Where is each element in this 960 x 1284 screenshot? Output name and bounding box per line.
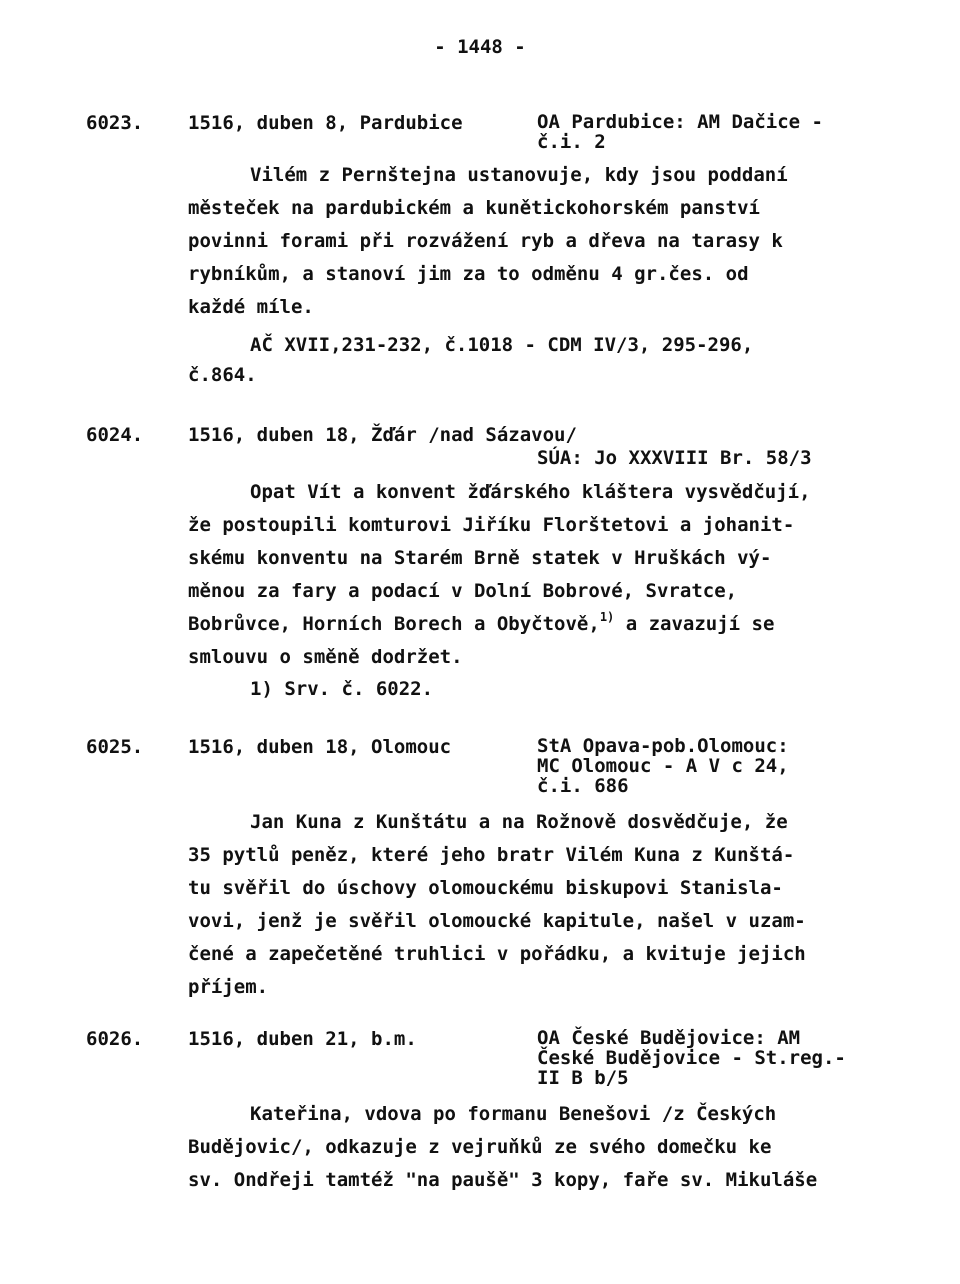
regest-line: vovi, jenž je svěřil olomoucké kapitule, našel v uzam- [188, 910, 806, 932]
regest-line: Kateřina, vdova po formanu Benešovi /z Českých [250, 1103, 777, 1125]
entry-date: 1516, duben 21, b.m. [188, 1028, 417, 1050]
regest-text [188, 476, 888, 674]
regest-line: sv. Ondřeji tamtéž "na paušě" 3 kopy, faře sv. Mikuláše [188, 1169, 818, 1191]
archive-reference [537, 736, 789, 796]
entry-date: 1516, duben 8, Pardubice [188, 112, 463, 134]
regest-line: Budějovic/, odkazuje z vejruňků ze svého domečku ke [188, 1136, 772, 1158]
regest-line: skému konventu na Starém Brně statek v Hruškách vý- [188, 547, 772, 569]
archive-line: České Budějovice - St.reg.- [537, 1047, 846, 1069]
regest-text-part: a zavazují se [614, 613, 775, 635]
entry-number: 6024. [86, 424, 144, 446]
regest-line: každé míle. [188, 296, 314, 318]
archive-line: StA Opava-pob.Olomouc: [537, 735, 789, 757]
literature-line: AČ XVII,231-232, č.1018 - CDM IV/3, 295-296, [250, 334, 754, 356]
regest-line: rybníkům, a stanoví jim za to odměnu 4 gr.čes. od [188, 263, 749, 285]
archive-line: OA České Budějovice: AM [537, 1027, 801, 1049]
regest-line: Jan Kuna z Kunštátu a na Rožnově dosvědčuje, že [250, 811, 788, 833]
regest-text-part: Bobrůvce, Horních Borech a Obyčtově, [188, 613, 600, 635]
archive-line: MC Olomouc - A V c 24, [537, 755, 789, 777]
archive-reference [537, 112, 823, 152]
regest-text [188, 1098, 888, 1197]
entry-date: 1516, duben 18, Olomouc [188, 736, 452, 758]
entry-number: 6025. [86, 736, 144, 758]
regest-line [188, 608, 888, 641]
literature-line: č.864. [188, 364, 257, 386]
regest-line: čené a zapečetěné truhlici v pořádku, a kvituje jejich [188, 943, 806, 965]
entry-number: 6026. [86, 1028, 144, 1050]
archive-line: SÚA: Jo XXXVIII Br. 58/3 [537, 447, 812, 469]
entry-date: 1516, duben 18, Žďár /nad Sázavou/ [188, 424, 577, 446]
regest-line: že postoupili komturovi Jiříku Florštetovi a johanit- [188, 514, 795, 536]
regest-line: Vilém z Pernštejna ustanovuje, kdy jsou poddaní [250, 164, 788, 186]
archive-line: II B b/5 [537, 1067, 629, 1089]
regest-line: Opat Vít a konvent žďárského kláštera vysvědčují, [250, 481, 811, 503]
archive-line: č.i. 686 [537, 775, 629, 797]
regest-line: příjem. [188, 976, 269, 998]
regest-line: smlouvu o směně dodržet. [188, 646, 463, 668]
regest-line: měnou za fary a podací v Dolní Bobrové, Svratce, [188, 580, 738, 602]
footnote [250, 674, 433, 704]
footnote-marker: 1) [599, 610, 615, 624]
regest-line: 35 pytlů peněz, které jeho bratr Vilém Kuna z Kunštá- [188, 844, 795, 866]
regest-line: tu svěřil do úschovy olomouckému biskupovi Stanisla- [188, 877, 783, 899]
regest-line: povinni forami při rozvážení ryb a dřeva na tarasy k [188, 230, 783, 252]
regest-text [188, 806, 888, 1004]
archive-line: OA Pardubice: AM Dačice - [537, 111, 823, 133]
footnote-text: 1) Srv. č. 6022. [250, 678, 434, 700]
archive-reference [537, 448, 812, 468]
regest-line: městeček na pardubickém a kunětickohorském panství [188, 197, 760, 219]
entry-number: 6023. [86, 112, 144, 134]
regest-text [188, 159, 888, 324]
archive-reference [537, 1028, 846, 1088]
page-number: - 1448 - [434, 36, 526, 58]
literature-reference [188, 330, 754, 390]
archive-line: č.i. 2 [537, 131, 606, 153]
